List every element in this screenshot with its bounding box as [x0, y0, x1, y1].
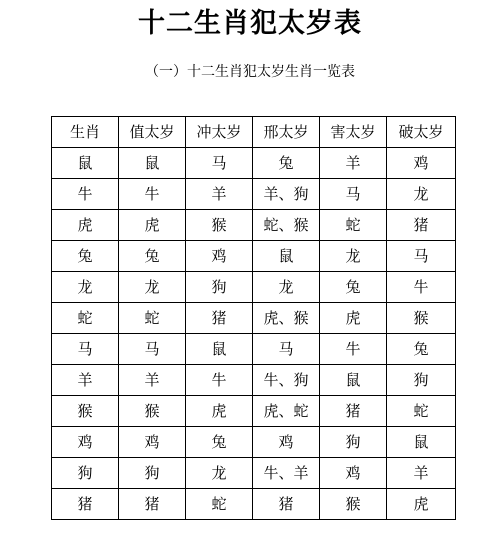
po-taisui-cell: 马	[387, 241, 456, 272]
hai-taisui-cell: 兔	[320, 272, 387, 303]
chong-taisui-cell: 猪	[186, 303, 253, 334]
table-row	[52, 458, 456, 489]
table-row	[52, 272, 456, 303]
po-taisui-cell: 羊	[387, 458, 456, 489]
zodiac-cell: 猴	[52, 396, 119, 427]
header-xing-taisui: 邢太岁	[253, 117, 320, 148]
xing-taisui-cell: 蛇、猴	[253, 210, 320, 241]
table-row	[52, 241, 456, 272]
chong-taisui-cell: 狗	[186, 272, 253, 303]
table-row	[52, 210, 456, 241]
table-body	[52, 148, 456, 520]
chong-taisui-cell: 牛	[186, 365, 253, 396]
zodiac-cell: 牛	[52, 179, 119, 210]
xing-taisui-cell: 龙	[253, 272, 320, 303]
zhi-taisui-cell: 羊	[119, 365, 186, 396]
zodiac-cell: 狗	[52, 458, 119, 489]
hai-taisui-cell: 鼠	[320, 365, 387, 396]
chong-taisui-cell: 虎	[186, 396, 253, 427]
hai-taisui-cell: 鸡	[320, 458, 387, 489]
table-header	[52, 117, 456, 148]
zhi-taisui-cell: 猴	[119, 396, 186, 427]
chong-taisui-cell: 鸡	[186, 241, 253, 272]
zodiac-cell: 兔	[52, 241, 119, 272]
zhi-taisui-cell: 猪	[119, 489, 186, 520]
po-taisui-cell: 狗	[387, 365, 456, 396]
zhi-taisui-cell: 鼠	[119, 148, 186, 179]
zodiac-cell: 鸡	[52, 427, 119, 458]
xing-taisui-cell: 兔	[253, 148, 320, 179]
hai-taisui-cell: 蛇	[320, 210, 387, 241]
po-taisui-cell: 鼠	[387, 427, 456, 458]
table-caption: （一）十二生肖犯太岁生肖一览表	[145, 64, 355, 80]
xing-taisui-cell: 鼠	[253, 241, 320, 272]
zhi-taisui-cell: 虎	[119, 210, 186, 241]
xing-taisui-cell: 牛、狗	[253, 365, 320, 396]
zhi-taisui-cell: 兔	[119, 241, 186, 272]
zhi-taisui-cell: 龙	[119, 272, 186, 303]
xing-taisui-cell: 虎、蛇	[253, 396, 320, 427]
chong-taisui-cell: 鼠	[186, 334, 253, 365]
po-taisui-cell: 牛	[387, 272, 456, 303]
table-row	[52, 148, 456, 179]
po-taisui-cell: 猪	[387, 210, 456, 241]
zodiac-cell: 龙	[52, 272, 119, 303]
zodiac-cell: 蛇	[52, 303, 119, 334]
table-row	[52, 179, 456, 210]
chong-taisui-cell: 猴	[186, 210, 253, 241]
table-row	[52, 396, 456, 427]
zhi-taisui-cell: 鸡	[119, 427, 186, 458]
zhi-taisui-cell: 蛇	[119, 303, 186, 334]
xing-taisui-cell: 马	[253, 334, 320, 365]
po-taisui-cell: 兔	[387, 334, 456, 365]
chong-taisui-cell: 羊	[186, 179, 253, 210]
zodiac-cell: 虎	[52, 210, 119, 241]
chong-taisui-cell: 龙	[186, 458, 253, 489]
zodiac-cell: 鼠	[52, 148, 119, 179]
header-chong-taisui: 冲太岁	[186, 117, 253, 148]
hai-taisui-cell: 虎	[320, 303, 387, 334]
xing-taisui-cell: 猪	[253, 489, 320, 520]
header-row	[52, 117, 456, 148]
zodiac-cell: 马	[52, 334, 119, 365]
table-row	[52, 489, 456, 520]
header-po-taisui: 破太岁	[387, 117, 456, 148]
po-taisui-cell: 鸡	[387, 148, 456, 179]
zhi-taisui-cell: 牛	[119, 179, 186, 210]
po-taisui-cell: 虎	[387, 489, 456, 520]
po-taisui-cell: 猴	[387, 303, 456, 334]
header-zodiac: 生肖	[52, 117, 119, 148]
chong-taisui-cell: 兔	[186, 427, 253, 458]
hai-taisui-cell: 牛	[320, 334, 387, 365]
xing-taisui-cell: 羊、狗	[253, 179, 320, 210]
zodiac-cell: 羊	[52, 365, 119, 396]
po-taisui-cell: 龙	[387, 179, 456, 210]
po-taisui-cell: 蛇	[387, 396, 456, 427]
table-row	[52, 303, 456, 334]
header-hai-taisui: 害太岁	[320, 117, 387, 148]
table-row	[52, 334, 456, 365]
hai-taisui-cell: 狗	[320, 427, 387, 458]
xing-taisui-cell: 牛、羊	[253, 458, 320, 489]
table-row	[52, 427, 456, 458]
zhi-taisui-cell: 狗	[119, 458, 186, 489]
zodiac-cell: 猪	[52, 489, 119, 520]
zhi-taisui-cell: 马	[119, 334, 186, 365]
xing-taisui-cell: 虎、猴	[253, 303, 320, 334]
table-row	[52, 365, 456, 396]
xing-taisui-cell: 鸡	[253, 427, 320, 458]
hai-taisui-cell: 马	[320, 179, 387, 210]
hai-taisui-cell: 羊	[320, 148, 387, 179]
hai-taisui-cell: 猪	[320, 396, 387, 427]
hai-taisui-cell: 猴	[320, 489, 387, 520]
header-zhi-taisui: 值太岁	[119, 117, 186, 148]
chong-taisui-cell: 蛇	[186, 489, 253, 520]
hai-taisui-cell: 龙	[320, 241, 387, 272]
taisui-table	[51, 116, 456, 520]
page-title: 十二生肖犯太岁表	[138, 8, 362, 39]
chong-taisui-cell: 马	[186, 148, 253, 179]
